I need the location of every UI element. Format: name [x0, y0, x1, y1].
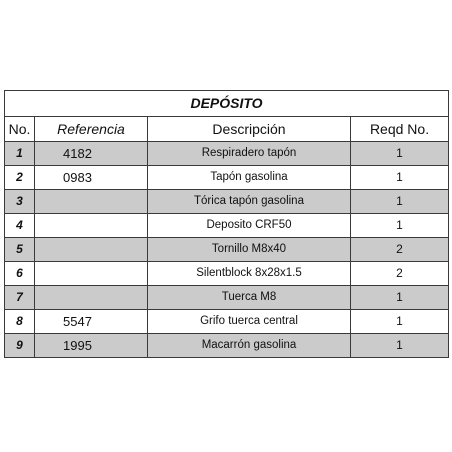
row-number: 1	[5, 142, 35, 166]
row-descripcion: Silentblock 8x28x1.5	[148, 262, 351, 286]
row-referencia: 4182	[35, 142, 148, 166]
row-referencia	[35, 214, 148, 238]
row-number: 9	[5, 334, 35, 358]
table-row	[5, 262, 449, 286]
row-descripcion: Tornillo M8x40	[148, 238, 351, 262]
parts-list-sheet	[4, 90, 448, 358]
row-number: 7	[5, 286, 35, 310]
table-row	[5, 190, 449, 214]
row-referencia: 0983	[35, 166, 148, 190]
row-number: 5	[5, 238, 35, 262]
row-referencia	[35, 262, 148, 286]
column-header-row	[5, 117, 449, 142]
row-reqd-no: 1	[351, 334, 449, 358]
row-reqd-no: 2	[351, 262, 449, 286]
row-descripcion: Tuerca M8	[148, 286, 351, 310]
table-row	[5, 334, 449, 358]
row-descripcion: Grifo tuerca central	[148, 310, 351, 334]
column-header-referencia: Referencia	[35, 117, 148, 142]
row-reqd-no: 1	[351, 286, 449, 310]
table-row	[5, 238, 449, 262]
parts-table	[4, 90, 449, 358]
row-reqd-no: 1	[351, 310, 449, 334]
row-number: 2	[5, 166, 35, 190]
row-referencia	[35, 190, 148, 214]
row-descripcion: Deposito CRF50	[148, 214, 351, 238]
row-descripcion: Macarrón gasolina	[148, 334, 351, 358]
row-descripcion: Tórica tapón gasolina	[148, 190, 351, 214]
row-referencia: 1995	[35, 334, 148, 358]
row-reqd-no: 2	[351, 238, 449, 262]
table-row	[5, 166, 449, 190]
column-header-reqd-no: Reqd No.	[351, 117, 449, 142]
row-referencia	[35, 286, 148, 310]
row-reqd-no: 1	[351, 190, 449, 214]
row-number: 6	[5, 262, 35, 286]
row-referencia	[35, 238, 148, 262]
row-reqd-no: 1	[351, 166, 449, 190]
table-row	[5, 286, 449, 310]
table-row	[5, 142, 449, 166]
table-title: DEPÓSITO	[5, 91, 449, 117]
row-descripcion: Tapón gasolina	[148, 166, 351, 190]
row-number: 3	[5, 190, 35, 214]
column-header-no: No.	[5, 117, 35, 142]
table-row	[5, 310, 449, 334]
row-number: 4	[5, 214, 35, 238]
row-descripcion: Respiradero tapón	[148, 142, 351, 166]
row-referencia: 5547	[35, 310, 148, 334]
table-row	[5, 214, 449, 238]
column-header-descripcion: Descripción	[148, 117, 351, 142]
row-reqd-no: 1	[351, 142, 449, 166]
row-reqd-no: 1	[351, 214, 449, 238]
table-title-row	[5, 91, 449, 117]
row-number: 8	[5, 310, 35, 334]
